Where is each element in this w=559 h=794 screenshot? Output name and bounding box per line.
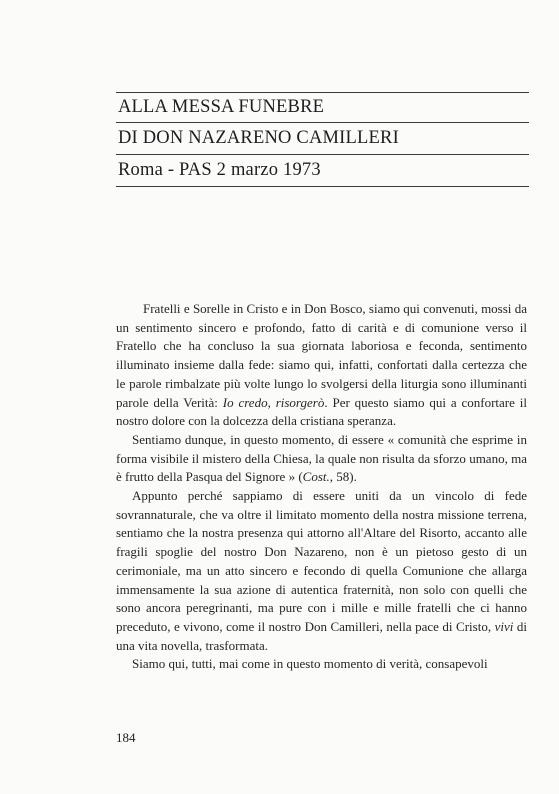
heading-line-3: Roma - PAS 2 marzo 1973 xyxy=(118,160,321,180)
page-number: 184 xyxy=(116,730,136,745)
paragraph-2 xyxy=(116,431,527,487)
paragraph-3-text-a: Appunto perché sappiamo di essere uniti da un vincolo di fede sovrannaturale, che va oltre il limitato momento della nostra missione terrena, sentiamo che la nostra presenza qui attorno all'Altare del Risorto, accanto alle fragili spoglie del nostro Don Nazareno, non è un pietoso gesto di un cerimoniale, ma un atto sincero e fecondo di quella Comunione che allarga immensamente la sua azione di autentica fraternità, non solo con quelli che sono ancora peregrinanti, ma pure con i mille e mille fratelli che ci hanno preceduto, e vivono, come il nostro Don Camilleri, nella pace di Cristo, xyxy=(116,488,527,634)
heading-line-2: DI DON NAZARENO CAMILLERI xyxy=(118,128,399,148)
body-text xyxy=(116,300,527,674)
header-rule-2 xyxy=(116,154,529,155)
heading-line-1: ALLA MESSA FUNEBRE xyxy=(118,97,325,117)
header-rule-bottom xyxy=(116,186,529,187)
paragraph-1-quote: Io credo, risorgerò xyxy=(222,394,325,410)
paragraph-3-text-b: di una vita novella, trasformata. xyxy=(116,618,527,653)
paragraph-3-emphasis: vivi xyxy=(494,618,514,634)
paragraph-1-text-b: . Per questo siamo qui a confortare il nostro dolore con la dolcezza della cristiana speranza. xyxy=(116,394,527,429)
paragraph-1-text-a: Fratelli e Sorelle in Cristo e in Don Bosco, siamo qui convenuti, mossi da un sentimento sincero e profondo, fatto di carità e di comunione verso il Fratello che ha concluso la sua giornata laboriosa e feconda, sentimento illuminato insieme dalla fede: siamo qui, infatti, confortati dalla certezza che le parole rimbalzate più volte lungo lo svolgersi della liturgia sono illuminanti parole della Verità: xyxy=(116,301,527,410)
paragraph-2-text-a: Sentiamo dunque, in questo momento, di essere « comunità che esprime in forma visibile il mistero della Chiesa, la quale non risulta da sforzo umano, ma è frutto della Pasqua del Signore » ( xyxy=(116,431,527,485)
header-rule-1 xyxy=(116,122,529,123)
paragraph-2-citation: Cost. xyxy=(302,469,330,485)
paragraph-4: Siamo qui, tutti, mai come in questo momento di verità, consapevoli xyxy=(132,656,488,672)
paragraph-3 xyxy=(116,487,527,655)
paragraph-2-text-b: , 58). xyxy=(329,469,357,485)
paragraph-1 xyxy=(116,300,527,431)
header-rule-top xyxy=(116,92,529,93)
